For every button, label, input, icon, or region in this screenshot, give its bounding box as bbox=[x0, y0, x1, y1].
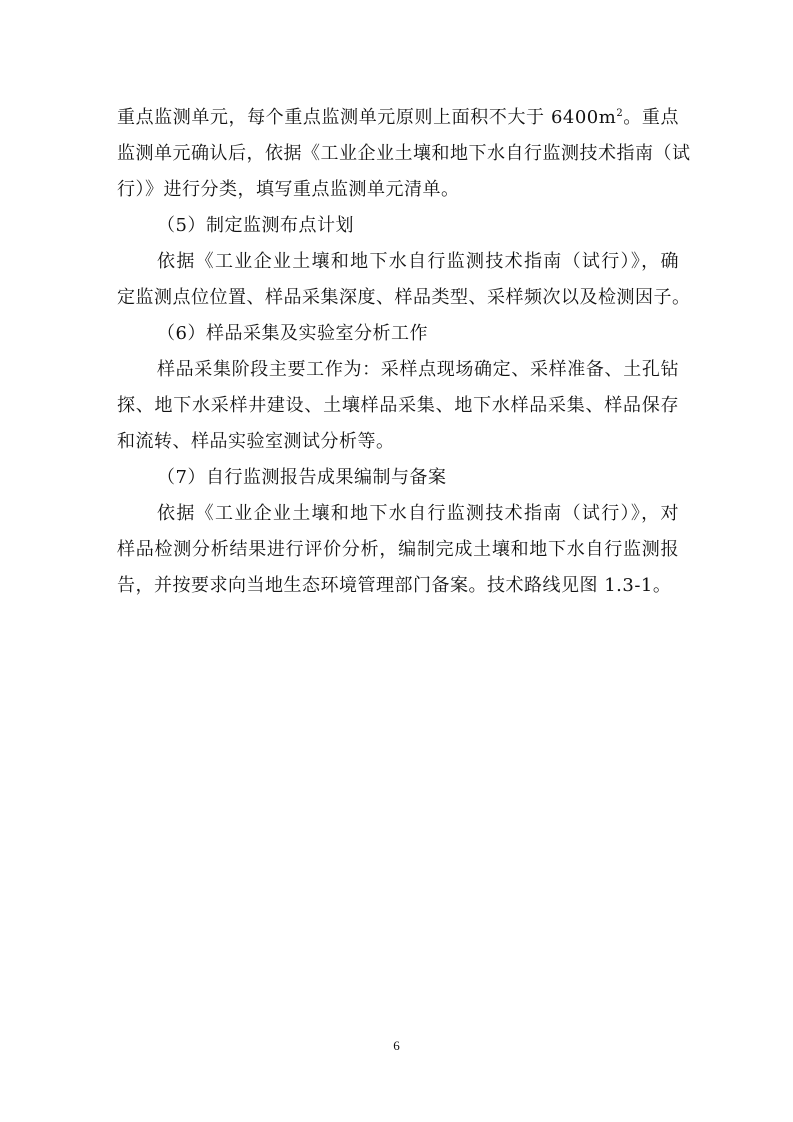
paragraph-line: 探、地下水采样井建设、土壤样品采集、地下水样品采集、样品保存 bbox=[117, 395, 679, 416]
section-heading-6: （6）样品采集及实验室分析工作 bbox=[157, 323, 428, 344]
superscript: 2 bbox=[616, 108, 624, 119]
text-segment: 重点监测单元，每个重点监测单元原则上面积不大于 6400m bbox=[117, 107, 617, 128]
section-heading-5: （5）制定监测布点计划 bbox=[157, 215, 354, 236]
paragraph-line: 样品检测分析结果进行评价分析，编制完成土壤和地下水自行监测报 bbox=[117, 539, 679, 560]
document-body bbox=[117, 100, 691, 604]
paragraph-line: 和流转、样品实验室测试分析等。 bbox=[117, 431, 395, 452]
page-number: 6 bbox=[393, 1038, 400, 1053]
paragraph-line: 告，并按要求向当地生态环境管理部门备案。技术路线见图 1.3-1。 bbox=[117, 575, 672, 596]
paragraph-line: 定监测点位位置、样品采集深度、样品类型、采样频次以及检测因子。 bbox=[117, 287, 691, 308]
paragraph-line bbox=[117, 100, 679, 136]
paragraph-line: 样品采集阶段主要工作为：采样点现场确定、采样准备、土孔钻 bbox=[157, 359, 679, 380]
paragraph-line: 监测单元确认后，依据《工业企业土壤和地下水自行监测技术指南（试 bbox=[117, 143, 691, 164]
text-segment: 。重点 bbox=[623, 107, 679, 128]
paragraph-line: 依据《工业企业土壤和地下水自行监测技术指南（试行）》，对 bbox=[157, 503, 679, 524]
paragraph-line: 行）》进行分类，填写重点监测单元清单。 bbox=[117, 179, 460, 200]
section-heading-7: （7）自行监测报告成果编制与备案 bbox=[157, 467, 447, 488]
paragraph-line: 依据《工业企业土壤和地下水自行监测技术指南（试行）》，确 bbox=[157, 251, 679, 272]
